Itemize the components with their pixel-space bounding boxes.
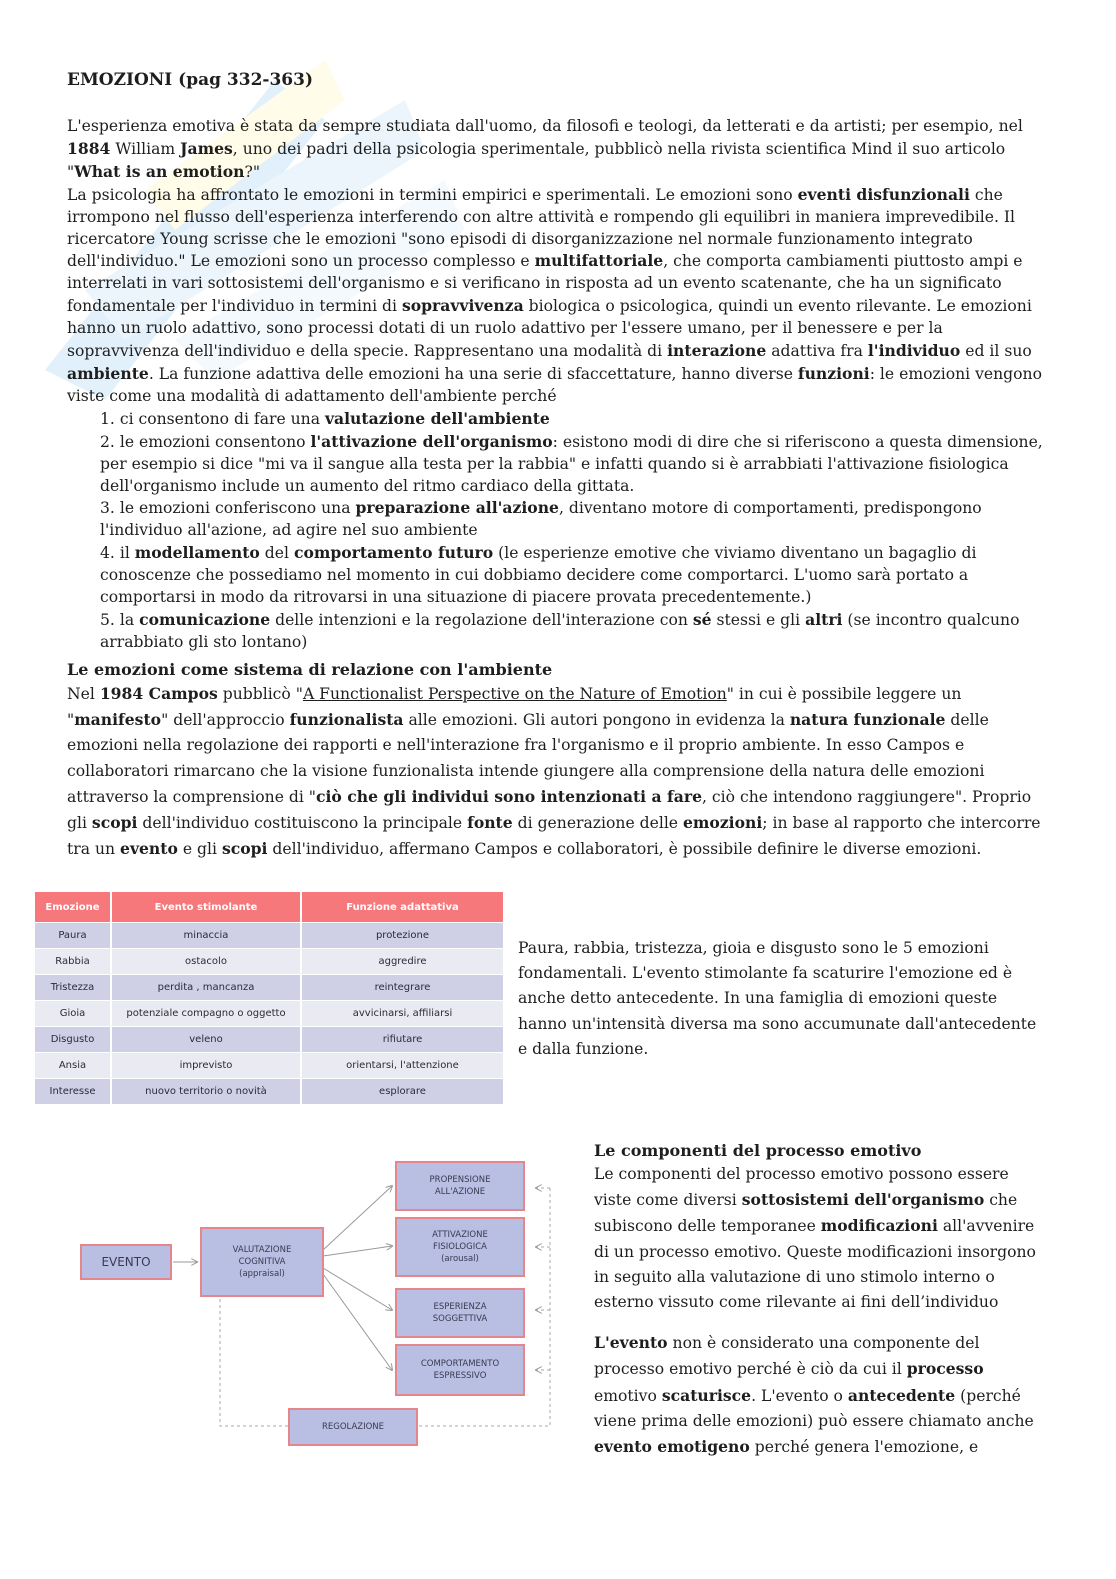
- diagram-box-valutazione: VALUTAZIONE COGNITIVA (appraisal): [200, 1227, 324, 1297]
- intro-section: [67, 116, 1047, 654]
- list-item: 5. la comunicazione delle intenzioni e la regolazione dell'interazione con sé stessi e gli altri (se incontro qualcuno arrabbiato gli sto lontano): [100, 609, 1020, 651]
- table-row: [35, 1027, 504, 1053]
- arrow-to-comportamento: [323, 1274, 392, 1370]
- table-cell: Disgusto: [35, 1027, 111, 1053]
- intro-paragraph-1: L'esperienza emotiva è stata da sempre studiata dall'uomo, da filosofi e teologi, da letterati e da artisti; per esempio, nel 1884 William James, uno dei padri della psicologia sperimentale, pubblicò nella rivista scientifica Mind il suo articolo "What is an emotion?": [67, 117, 1023, 181]
- table-row: [35, 923, 504, 949]
- table-cell: minaccia: [111, 923, 301, 949]
- table-cell: Paura: [35, 923, 111, 949]
- diagram-box-propensione: PROPENSIONE ALL'AZIONE: [395, 1161, 525, 1211]
- column-header: Emozione: [35, 892, 111, 923]
- column-header: Funzione adattativa: [301, 892, 504, 923]
- diagram-box-attivazione: ATTIVAZIONE FISIOLOGICA (arousal): [395, 1217, 525, 1277]
- section-paragraph: Nel 1984 Campos pubblicò "A Functionalist Perspective on the Nature of Emotion" in cui è possibile leggere un "manifesto" dell'approccio funzionalista alle emozioni. Gli autori pongono in evidenza la natura funzionale delle emozioni nella regolazione dei rapporti e nell'interazione fra l'organismo e il proprio ambiente. In esso Campos e collaboratori rimarcano che la visione funzionalista intende giungere alla comprensione della natura delle emozioni attraverso la comprensione di "ciò che gli individui sono intenzionati a fare, ciò che intendono raggiungere". Proprio gli scopi dell'individuo costituiscono la principale fonte di generazione delle emozioni; in base al rapporto che intercorre tra un evento e gli scopi dell'individuo, affermano Campos e collaboratori, è possibile definire le diverse emozioni.: [67, 684, 1041, 859]
- table-cell: perdita , mancanza: [111, 975, 301, 1001]
- list-item: 3. le emozioni conferiscono una preparazione all'azione, diventano motore di comportamenti, predispongono l'individuo all'azione, ad agire nel suo ambiente: [100, 498, 982, 540]
- table-cell: Ansia: [35, 1053, 111, 1079]
- article-title-link[interactable]: A Functionalist Perspective on the Nature of Emotion: [302, 685, 727, 703]
- section-paragraph: Le componenti del processo emotivo possono essere viste come diversi sottosistemi dell'organismo che subiscono delle temporanee modificazioni all'avvenire di un processo emotivo. Queste modificazioni insorgono in seguito alla valutazione di uno stimolo interno o esterno vissuto come rilevante ai fini dell’individuo: [594, 1165, 1036, 1312]
- section-heading: Le componenti del processo emotivo: [594, 1141, 922, 1160]
- table-note: Paura, rabbia, tristezza, gioia e disgusto sono le 5 emozioni fondamentali. L'evento stimolante fa scaturire l'emozione ed è anche detto antecedente. In una famiglia di emozioni queste hanno un'intensità diversa ma sono accumunate dall'antecedente e dalla funzione.: [518, 939, 1037, 1058]
- table-cell: nuovo territorio o novità: [111, 1079, 301, 1105]
- table-row: [35, 1001, 504, 1027]
- table-header-row: [35, 892, 504, 923]
- functions-list: [67, 408, 1047, 654]
- table-row: [35, 1079, 504, 1105]
- emotion-process-diagram: [70, 1150, 560, 1460]
- table-cell: orientarsi, l'attenzione: [301, 1053, 504, 1079]
- table-cell: veleno: [111, 1027, 301, 1053]
- arrow-to-propensione: [323, 1186, 392, 1250]
- list-item: 2. le emozioni consentono l'attivazione dell'organismo: esistono modi di dire che si riferiscono a questa dimensione, per esempio si dice "mi va il sangue alla testa per la rabbia" e infatti quando si è arrabbiati l'attivazione fisiologica dell'organismo include un aumento del ritmo cardiaco della gittata.: [100, 431, 1043, 495]
- page-title: EMOZIONI (pag 332-363): [67, 70, 313, 90]
- table-cell: ostacolo: [111, 949, 301, 975]
- list-item: 1. ci consentono di fare una valutazione dell'ambiente: [100, 408, 550, 428]
- table-cell: Tristezza: [35, 975, 111, 1001]
- diagram-box-comportamento: COMPORTAMENTO ESPRESSIVO: [395, 1344, 525, 1396]
- intro-paragraph-2: La psicologia ha affrontato le emozioni in termini empirici e sperimentali. Le emozioni sono eventi disfunzionali che irrompono nel flusso dell'esperienza interferendo con altre attività e rompendo gli equilibri in maniera imprevedibile. Il ricercatore Young scrisse che le emozioni "sono episodi di disorganizzazione nel normale funzionamento integrato dell'individuo." Le emozioni sono un processo complesso e multifattoriale, che comporta cambiamenti piuttosto ampi e interrelati in vari sottosistemi dell'organismo e si verificano in risposta ad un evento scatenante, che ha un significato fondamentale per l'individuo in termini di sopravvivenza biologica o psicologica, quindi un evento rilevante. Le emozioni hanno un ruolo adattivo, sono processi dotati di un ruolo adattivo per l'essere umano, per il benessere e per la sopravvivenza dell'individuo e della specie. Rappresentano una modalità di interazione adattiva fra l'individuo ed il suo ambiente. La funzione adattiva delle emozioni ha una serie di sfaccettature, hanno diverse funzioni: le emozioni vengono viste come una modalità di adattamento dell'ambiente perché: [67, 184, 1042, 405]
- diagram-box-evento: EVENTO: [80, 1244, 172, 1280]
- table-cell: rifiutare: [301, 1027, 504, 1053]
- arrow-to-attivazione: [323, 1246, 392, 1256]
- section-components: [594, 1140, 1044, 1460]
- table-row: [35, 949, 504, 975]
- table-cell: Gioia: [35, 1001, 111, 1027]
- table-cell: Rabbia: [35, 949, 111, 975]
- emotions-table: [35, 892, 505, 1104]
- diagram-box-esperienza: ESPERIENZA SOGGETTIVA: [395, 1288, 525, 1338]
- table-cell: potenziale compagno o oggetto: [111, 1001, 301, 1027]
- section-heading: Le emozioni come sistema di relazione con l'ambiente: [67, 660, 553, 679]
- section-paragraph: L'evento non è considerato una componente del processo emotivo perché è ciò da cui il processo emotivo scaturisce. L'evento o antecedente (perché viene prima delle emozioni) può essere chiamato anche evento emotigeno perché genera l'emozione, e: [594, 1333, 1034, 1457]
- table-cell: reintegrare: [301, 975, 504, 1001]
- list-item: 4. il modellamento del comportamento futuro (le esperienze emotive che viviamo diventano un bagaglio di conoscenze che possediamo nel momento in cui dobbiamo decidere come comportarci. L'uomo sarà portato a comportarsi in modo da ritrovarsi in una situazione di piacere provata precedentemente.): [100, 543, 977, 607]
- section-functionalist: [67, 659, 1042, 862]
- table-cell: avvicinarsi, affiliarsi: [301, 1001, 504, 1027]
- table-cell: protezione: [301, 923, 504, 949]
- table-row: [35, 1053, 504, 1079]
- table-cell: esplorare: [301, 1079, 504, 1105]
- table-cell: aggredire: [301, 949, 504, 975]
- diagram-box-regolazione: REGOLAZIONE: [288, 1408, 418, 1446]
- table-cell: imprevisto: [111, 1053, 301, 1079]
- column-header: Evento stimolante: [111, 892, 301, 923]
- table-row: [35, 975, 504, 1001]
- table-cell: Interesse: [35, 1079, 111, 1105]
